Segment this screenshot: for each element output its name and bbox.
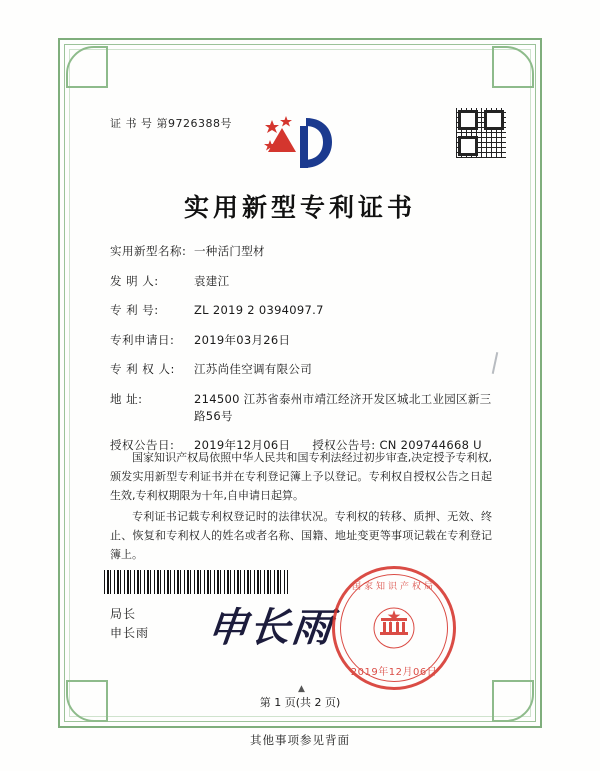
field-label-inventor: 发 明 人: [110, 273, 159, 288]
field-label-name: 实用新型名称: [110, 244, 187, 258]
page-tick-mark: ▲ [298, 684, 305, 694]
field-value-grant-no: CN 209744668 U [379, 438, 482, 452]
page-title: 实用新型专利证书 [183, 193, 416, 222]
corner-ornament-top-left [60, 40, 114, 94]
field-row-patent-no [110, 302, 494, 319]
field-label-grant-no: 授权公告号: [312, 438, 376, 452]
paragraph-2: 专利证书记载专利权登记时的法律状况。专利权的转移、质押、无效、终止、恢复和专利权人的姓名或者名称、国籍、地址变更等事项记载在专利登记簿上。 [110, 510, 492, 561]
address-line-2: 路56号 [194, 408, 233, 423]
field-row-application-date [110, 332, 494, 349]
patent-office-logo-icon [262, 112, 342, 174]
field-label-address: 地 址: [110, 391, 143, 406]
official-seal [332, 566, 456, 690]
signature-title [110, 605, 149, 643]
signature-title-line2: 申长雨 [110, 626, 150, 640]
field-value-application-date: 2019年03月26日 [194, 332, 291, 347]
field-value-grant-date: 2019年12月06日 [194, 438, 291, 452]
qr-code-icon [456, 108, 506, 158]
paragraph-1: 国家知识产权局依照中华人民共和国专利法经过初步审查,决定授予专利权,颁发实用新型专利证书并在专利登记簿上予以登记。专利权自授权公告之日起生效,专利权期限为十年,自申请日起算。 [110, 451, 492, 502]
page-number: 第 1 页(共 2 页) [259, 696, 341, 709]
signature-title-line1: 局长 [110, 607, 137, 621]
field-label-grant-date: 授权公告日: [110, 438, 175, 452]
seal-arc-top: 国家知识产权局 [351, 582, 436, 592]
field-value-patentee: 江苏尚佳空调有限公司 [194, 362, 312, 376]
field-label-application-date: 专利申请日: [110, 332, 175, 347]
field-label-patent-no: 专 利 号: [110, 303, 159, 317]
seal-emblem-icon [372, 606, 416, 650]
field-label-patentee: 专 利 权 人: [110, 362, 175, 376]
field-value-patent-no: ZL 2019 2 0394097.7 [194, 303, 324, 317]
field-row-inventor [110, 273, 494, 290]
seal-date: 2019年12月06日 [350, 667, 438, 678]
field-value-name: 一种活门型材 [194, 244, 265, 258]
certificate-number: 证 书 号 第9726388号 [110, 117, 232, 130]
corner-ornament-top-right [486, 40, 540, 94]
barcode [104, 570, 288, 594]
field-row-address [110, 391, 494, 425]
field-value-address [194, 391, 494, 425]
legal-paragraphs [110, 448, 492, 566]
address-line-1: 214500 江苏省泰州市靖江经济开发区城北工业园区新三 [194, 391, 492, 406]
fields-block [110, 243, 494, 454]
field-row-patentee [110, 361, 494, 378]
field-value-inventor: 袁建江 [194, 273, 230, 288]
field-row-name [110, 243, 494, 260]
footer-note: 其他事项参见背面 [250, 733, 350, 747]
handwritten-signature: 申长雨 [205, 604, 337, 651]
